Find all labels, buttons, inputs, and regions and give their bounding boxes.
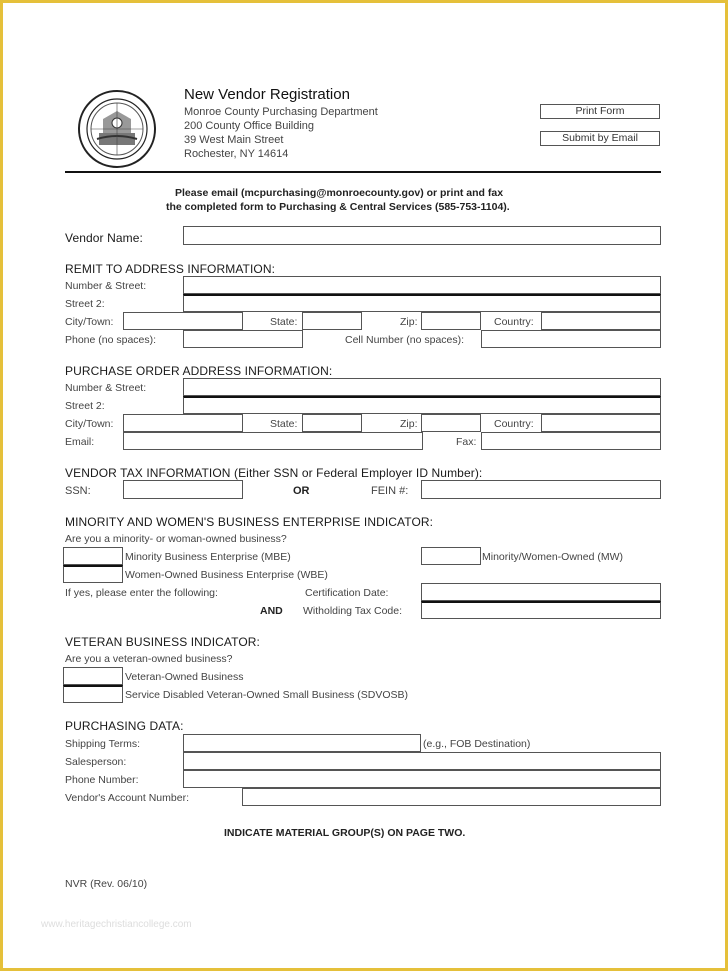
fein-label: FEIN #: [371,485,409,497]
veteran-section-title: VETERAN BUSINESS INDICATOR: [65,635,260,649]
material-group-note: INDICATE MATERIAL GROUP(S) ON PAGE TWO. [224,827,466,839]
address-line-4: Rochester, NY 14614 [184,148,289,160]
po-zip-label: Zip: [400,418,418,430]
account-number-label: Vendor's Account Number: [65,792,189,804]
address-line-1: Monroe County Purchasing Department [184,106,378,118]
po-zip-field[interactable] [421,414,481,432]
remit-number-street-label: Number & Street: [65,280,147,292]
header-rule [65,171,661,173]
address-line-3: 39 West Main Street [184,134,284,146]
vendor-name-label: Vendor Name: [65,231,143,245]
address-line-2: 200 County Office Building [184,120,315,132]
form-title: New Vendor Registration [184,86,350,103]
po-number-street-field[interactable] [183,378,661,396]
purchasing-section-title: PURCHASING DATA: [65,719,184,733]
remit-city-label: City/Town: [65,316,114,328]
remit-state-label: State: [270,316,298,328]
mbe-checkbox[interactable] [63,547,123,565]
po-email-label: Email: [65,436,95,448]
salesperson-field[interactable] [183,752,661,770]
or-label: OR [293,485,310,497]
po-number-street-label: Number & Street: [65,382,147,394]
sdvosb-checkbox[interactable] [63,685,123,703]
remit-number-street-field[interactable] [183,276,661,294]
revision-label: NVR (Rev. 06/10) [65,878,148,890]
mw-label: Minority/Women-Owned (MW) [482,551,623,563]
wbe-label: Women-Owned Business Enterprise (WBE) [125,569,328,581]
shipping-hint: (e.g., FOB Destination) [423,738,531,750]
remit-cell-label: Cell Number (no spaces): [345,334,465,346]
shipping-terms-label: Shipping Terms: [65,738,141,750]
remit-phone-label: Phone (no spaces): [65,334,157,346]
shipping-terms-field[interactable] [183,734,421,752]
remit-country-field[interactable] [541,312,661,330]
remit-zip-field[interactable] [421,312,481,330]
withholding-field[interactable] [421,601,661,619]
if-yes-label: If yes, please enter the following: [65,587,218,599]
watermark: www.heritagechristiancollege.com [41,919,192,930]
mbe-label: Minority Business Enterprise (MBE) [125,551,291,563]
sdvosb-label: Service Disabled Veteran-Owned Small Business (SDVOSB) [125,689,409,701]
po-fax-field[interactable] [481,432,661,450]
po-fax-label: Fax: [456,436,477,448]
remit-section-title: REMIT TO ADDRESS INFORMATION: [65,262,276,276]
tax-section-title: VENDOR TAX INFORMATION (Either SSN or Federal Employer ID Number): [65,466,483,480]
wbe-checkbox[interactable] [63,565,123,583]
veteran-question: Are you a veteran-owned business? [65,653,233,665]
remit-state-field[interactable] [302,312,362,330]
cert-date-label: Certification Date: [305,587,389,599]
po-city-field[interactable] [123,414,243,432]
po-country-field[interactable] [541,414,661,432]
remit-street2-field[interactable] [183,294,661,312]
vendor-name-field[interactable] [183,226,661,245]
mwbe-section-title: MINORITY AND WOMEN'S BUSINESS ENTERPRISE INDICATOR: [65,515,434,529]
cert-date-field[interactable] [421,583,661,601]
po-city-label: City/Town: [65,418,114,430]
mw-checkbox[interactable] [421,547,481,565]
and-label: AND [260,605,283,617]
po-state-field[interactable] [302,414,362,432]
ssn-label: SSN: [65,485,91,497]
submit-by-email-button[interactable]: Submit by Email [540,131,660,146]
remit-cell-field[interactable] [481,330,661,348]
po-state-label: State: [270,418,298,430]
phone-number-label: Phone Number: [65,774,139,786]
county-seal-icon [77,89,157,169]
salesperson-label: Salesperson: [65,756,127,768]
remit-zip-label: Zip: [400,316,418,328]
remit-phone-field[interactable] [183,330,303,348]
mwbe-question: Are you a minority- or woman-owned business? [65,533,287,545]
po-section-title: PURCHASE ORDER ADDRESS INFORMATION: [65,364,333,378]
remit-country-label: Country: [494,316,534,328]
ssn-field[interactable] [123,480,243,499]
instructions-line-1: Please email (mcpurchasing@monroecounty.gov) or print and fax [175,187,504,199]
instructions-line-2: the completed form to Purchasing & Central Services (585-753-1104). [166,201,510,213]
po-country-label: Country: [494,418,534,430]
withholding-label: Witholding Tax Code: [303,605,403,617]
form-page [3,3,725,968]
account-number-field[interactable] [242,788,661,806]
remit-street2-label: Street 2: [65,298,105,310]
print-form-button[interactable]: Print Form [540,104,660,119]
remit-city-field[interactable] [123,312,243,330]
po-email-field[interactable] [123,432,423,450]
fein-field[interactable] [421,480,661,499]
vob-checkbox[interactable] [63,667,123,685]
phone-number-field[interactable] [183,770,661,788]
po-street2-field[interactable] [183,396,661,414]
po-street2-label: Street 2: [65,400,105,412]
vob-label: Veteran-Owned Business [125,671,244,683]
